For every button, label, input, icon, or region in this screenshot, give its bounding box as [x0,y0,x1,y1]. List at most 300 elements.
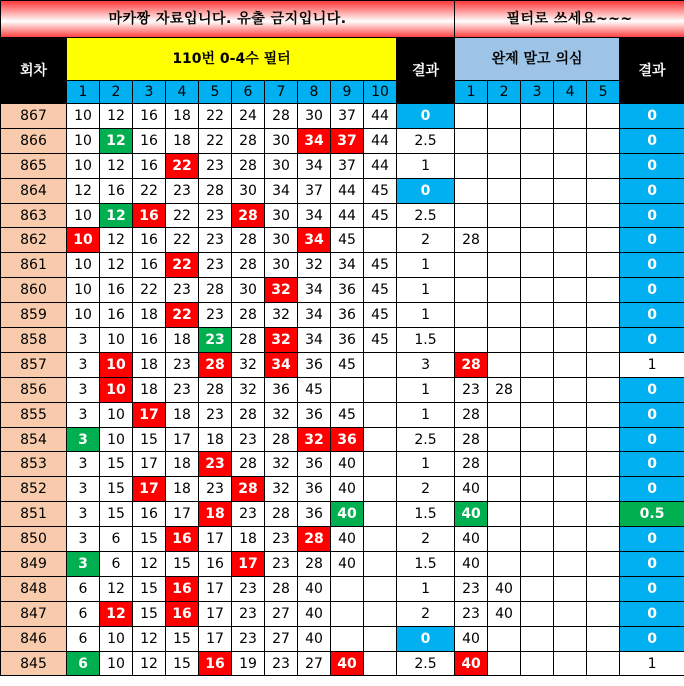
filter-number-cell: 23 [166,278,199,303]
filter-number-cell: 22 [199,128,232,153]
filter-number-cell: 17 [199,601,232,626]
filter-number-cell: 16 [133,104,166,129]
filter-number-cell: 32 [232,377,265,402]
suspect-number-cell [521,601,554,626]
filter-number-cell: 3 [67,352,100,377]
result-cell: 0 [397,178,455,203]
filter-number-cell [364,552,397,577]
filter-number-cell: 16 [199,552,232,577]
filter-number-cell [364,651,397,676]
suspect-number-cell [488,626,521,651]
result2-cell: 0 [620,303,684,328]
suspect-number-cell [587,477,620,502]
suspect-number-cell: 40 [455,651,488,676]
round-cell: 852 [1,477,67,502]
round-cell: 863 [1,203,67,228]
suspect-number-cell [455,253,488,278]
suspect-number-cell [554,178,587,203]
filter-number-cell [364,576,397,601]
suspect-number-cell [488,552,521,577]
filter-number-cell: 18 [166,128,199,153]
suspect-number-cell [488,228,521,253]
result2-cell: 0 [620,527,684,552]
filter-number-cell: 28 [232,303,265,328]
filter-number-cell: 28 [265,427,298,452]
suspect-number-cell [488,402,521,427]
suspect-number-cell [521,527,554,552]
filter-number-cell: 16 [166,601,199,626]
filter-number-cell: 10 [67,128,100,153]
filter-number-cell: 18 [133,377,166,402]
round-cell: 864 [1,178,67,203]
filter-number-cell: 23 [199,303,232,328]
suspect-number-cell [587,402,620,427]
table-row [1,477,684,502]
suspect-number-cell: 28 [455,402,488,427]
filter-number-cell: 12 [100,228,133,253]
filter-col-number: 2 [100,81,133,104]
filter-col-number: 7 [265,81,298,104]
suspect-number-cell [521,303,554,328]
title-row [1,1,684,38]
suspect-number-cell: 23 [455,576,488,601]
banner-right: 필터로 쓰세요~~~ [455,1,684,38]
filter-number-cell: 19 [232,651,265,676]
filter-number-cell: 12 [100,153,133,178]
filter-number-cell: 15 [100,477,133,502]
table-row [1,203,684,228]
suspect-number-cell [554,601,587,626]
suspect-col-number: 1 [455,81,488,104]
filter-number-cell: 32 [232,352,265,377]
suspect-number-cell [521,178,554,203]
filter-number-cell: 30 [265,203,298,228]
table-row [1,178,684,203]
suspect-number-cell [587,153,620,178]
filter-number-cell: 10 [67,278,100,303]
result-cell: 1 [397,253,455,278]
filter-number-cell: 37 [331,104,364,129]
filter-number-cell: 18 [166,402,199,427]
result-cell: 1.5 [397,502,455,527]
filter-number-cell: 32 [265,328,298,353]
filter-number-cell: 18 [199,427,232,452]
filter-number-cell: 40 [331,477,364,502]
filter-number-cell [364,228,397,253]
filter-number-cell: 32 [265,452,298,477]
table-row [1,452,684,477]
result2-cell: 0 [620,452,684,477]
filter-number-cell: 45 [364,253,397,278]
filter-number-cell: 45 [331,402,364,427]
result2-cell: 1 [620,352,684,377]
filter-number-cell: 3 [67,402,100,427]
filter-number-cell: 22 [166,253,199,278]
filter-number-cell: 23 [232,576,265,601]
filter-number-cell: 44 [364,104,397,129]
filter-col-number: 8 [298,81,331,104]
filter-number-cell: 23 [199,253,232,278]
filter-number-cell: 36 [331,427,364,452]
filter-number-cell: 23 [265,651,298,676]
filter-number-cell: 16 [133,203,166,228]
result-cell: 1 [397,377,455,402]
filter-number-cell: 17 [199,527,232,552]
filter-number-cell: 40 [298,626,331,651]
filter-number-cell: 40 [298,601,331,626]
result2-cell: 0 [620,377,684,402]
filter-number-cell: 37 [298,178,331,203]
result2-cell: 0 [620,576,684,601]
suspect-number-cell [587,601,620,626]
suspect-number-cell [554,377,587,402]
suspect-number-cell [554,128,587,153]
suspect-number-cell: 23 [455,601,488,626]
filter-number-cell: 22 [133,278,166,303]
filter-number-cell: 23 [166,377,199,402]
round-cell: 856 [1,377,67,402]
suspect-number-cell [554,527,587,552]
filter-number-cell: 3 [67,527,100,552]
filter-number-cell: 36 [298,402,331,427]
result2-cell: 0 [620,278,684,303]
suspect-number-cell [587,527,620,552]
suspect-number-cell: 40 [488,601,521,626]
filter-number-cell: 23 [199,328,232,353]
suspect-number-cell [455,104,488,129]
result2-cell: 0 [620,104,684,129]
filter-number-cell: 17 [133,402,166,427]
filter-number-cell: 23 [199,402,232,427]
filter-number-cell: 16 [133,328,166,353]
filter-number-cell: 10 [100,427,133,452]
suspect-number-cell [488,651,521,676]
suspect-number-cell [587,552,620,577]
filter-number-cell: 34 [298,303,331,328]
filter-number-cell: 45 [298,377,331,402]
suspect-number-cell [554,352,587,377]
filter-number-cell: 18 [166,104,199,129]
suspect-number-cell [488,527,521,552]
filter-number-cell: 28 [298,552,331,577]
filter-number-cell: 23 [199,153,232,178]
filter-number-cell [364,601,397,626]
suspect-number-cell [587,228,620,253]
result2-cell: 0.5 [620,502,684,527]
round-cell: 848 [1,576,67,601]
round-cell: 866 [1,128,67,153]
suspect-number-cell [587,452,620,477]
filter-number-cell: 3 [67,552,100,577]
suspect-number-cell [488,128,521,153]
filter-number-cell: 34 [298,328,331,353]
filter-number-cell [364,352,397,377]
suspect-number-cell [587,303,620,328]
suspect-number-cell: 28 [455,452,488,477]
filter-number-cell: 17 [232,552,265,577]
suspect-number-cell [521,278,554,303]
suspect-number-cell [521,352,554,377]
result-cell: 0 [397,104,455,129]
result-cell: 2.5 [397,128,455,153]
filter-number-cell: 28 [232,153,265,178]
table-row [1,253,684,278]
filter-number-cell: 22 [199,104,232,129]
filter-number-cell: 23 [199,203,232,228]
filter-col-number: 1 [67,81,100,104]
filter-number-cell: 16 [199,651,232,676]
filter-number-cell: 34 [298,228,331,253]
suspect-number-cell [554,253,587,278]
filter-number-cell: 30 [265,128,298,153]
suspect-number-cell [587,328,620,353]
filter-number-cell: 28 [199,377,232,402]
suspect-number-cell [554,328,587,353]
filter-number-cell: 12 [100,601,133,626]
filter-number-cell: 12 [100,576,133,601]
suspect-col-number: 2 [488,81,521,104]
filter-number-cell: 15 [166,651,199,676]
filter-number-cell: 34 [298,153,331,178]
filter-number-cell: 36 [298,452,331,477]
table-row [1,278,684,303]
suspect-number-cell [488,303,521,328]
filter-number-cell: 30 [265,228,298,253]
round-cell: 860 [1,278,67,303]
result-cell: 1 [397,153,455,178]
result-cell: 2 [397,477,455,502]
suspect-number-cell [455,278,488,303]
filter-col-number: 4 [166,81,199,104]
filter-number-cell: 23 [199,477,232,502]
filter-number-cell: 12 [67,178,100,203]
filter-number-cell: 12 [100,253,133,278]
result-cell: 2 [397,228,455,253]
suspect-number-cell [455,203,488,228]
filter-number-cell: 28 [199,178,232,203]
table-row [1,328,684,353]
filter-number-cell: 10 [67,104,100,129]
round-cell: 847 [1,601,67,626]
filter-number-cell: 30 [232,178,265,203]
filter-number-cell: 22 [133,178,166,203]
suspect-number-cell [554,303,587,328]
suspect-number-cell [521,128,554,153]
filter-number-cell: 36 [298,502,331,527]
round-cell: 861 [1,253,67,278]
result-cell: 2 [397,527,455,552]
filter-number-cell: 28 [199,278,232,303]
filter-number-cell: 18 [133,303,166,328]
filter-number-cell: 17 [166,427,199,452]
filter-number-cell [331,626,364,651]
suspect-number-cell: 40 [455,502,488,527]
filter-number-cell: 28 [232,452,265,477]
filter-number-cell: 45 [364,178,397,203]
filter-number-cell: 34 [265,178,298,203]
filter-number-cell: 6 [100,552,133,577]
filter-number-cell: 18 [199,502,232,527]
filter-number-cell: 15 [133,427,166,452]
filter-col-number: 5 [199,81,232,104]
table-row [1,576,684,601]
result2-cell: 0 [620,402,684,427]
filter-number-cell: 28 [265,576,298,601]
result-cell: 1 [397,576,455,601]
filter-number-cell: 10 [100,377,133,402]
filter-number-cell: 15 [100,452,133,477]
filter-number-cell: 36 [265,377,298,402]
suspect-number-cell [521,626,554,651]
filter-number-cell: 10 [67,303,100,328]
suspect-number-cell: 28 [455,228,488,253]
filter-number-cell: 23 [265,527,298,552]
suspect-number-cell: 28 [488,377,521,402]
suspect-number-cell [587,104,620,129]
result-cell: 1.5 [397,552,455,577]
suspect-number-cell [587,128,620,153]
result2-cell: 0 [620,626,684,651]
filter-number-cell: 28 [232,228,265,253]
filter-number-cell: 16 [166,527,199,552]
result-cell: 2.5 [397,203,455,228]
suspect-number-cell [521,203,554,228]
filter-col-number: 10 [364,81,397,104]
filter-number-cell: 40 [298,576,331,601]
suspect-number-cell [521,104,554,129]
filter-number-cell: 23 [232,601,265,626]
filter-number-cell: 36 [331,328,364,353]
filter-number-cell: 6 [67,601,100,626]
suspect-number-cell [521,552,554,577]
round-cell: 859 [1,303,67,328]
filter-number-cell: 16 [133,228,166,253]
filter-number-cell: 32 [265,278,298,303]
suspect-number-cell [554,104,587,129]
suspect-number-cell [488,452,521,477]
filter-number-cell [331,576,364,601]
result2-header: 결과 [620,38,684,104]
filter-number-cell: 16 [100,303,133,328]
filter-number-cell: 15 [133,527,166,552]
filter-number-cell [331,601,364,626]
filter-number-cell: 28 [232,128,265,153]
filter-number-cell: 36 [331,303,364,328]
suspect-number-cell [554,477,587,502]
suspect-number-cell [488,352,521,377]
filter-number-cell: 45 [364,203,397,228]
filter-number-cell: 3 [67,452,100,477]
filter-number-cell: 27 [265,601,298,626]
result2-cell: 0 [620,228,684,253]
suspect-number-cell [488,502,521,527]
suspect-number-cell [554,576,587,601]
suspect-number-cell [587,278,620,303]
round-cell: 851 [1,502,67,527]
filter-number-cell: 23 [199,452,232,477]
suspect-number-cell: 28 [455,352,488,377]
filter-number-cell: 30 [265,153,298,178]
suspect-number-cell [587,427,620,452]
result-cell: 3 [397,352,455,377]
suspect-number-cell [488,253,521,278]
filter-number-cell: 28 [265,502,298,527]
table-row [1,502,684,527]
filter-number-cell: 36 [331,278,364,303]
filter-number-cell: 6 [67,626,100,651]
filter-number-cell: 36 [298,477,331,502]
round-cell: 853 [1,452,67,477]
filter-number-cell: 10 [100,402,133,427]
filter-number-cell: 18 [166,452,199,477]
filter-number-cell: 34 [331,253,364,278]
suspect-number-cell [521,651,554,676]
suspect-number-cell [587,377,620,402]
suspect-number-cell [521,477,554,502]
suspect-number-cell: 40 [488,576,521,601]
filter-number-cell: 27 [298,651,331,676]
suspect-number-cell [554,153,587,178]
filter-number-cell: 17 [199,626,232,651]
filter-number-cell: 30 [265,253,298,278]
table-row [1,552,684,577]
table-row [1,601,684,626]
filter-number-cell: 10 [67,228,100,253]
round-cell: 850 [1,527,67,552]
filter-number-cell: 18 [133,352,166,377]
filter-number-cell: 22 [166,303,199,328]
filter-number-cell: 28 [265,104,298,129]
filter-title: 110번 0-4수 필터 [67,38,397,81]
filter-number-cell: 15 [133,601,166,626]
suspect-number-cell [521,377,554,402]
result2-cell: 0 [620,203,684,228]
filter-number-cell: 44 [364,128,397,153]
table-row [1,128,684,153]
filter-col-number: 3 [133,81,166,104]
suspect-number-cell [521,228,554,253]
filter-number-cell: 10 [67,153,100,178]
table-row [1,228,684,253]
table-row [1,402,684,427]
filter-number-cell: 12 [133,626,166,651]
filter-number-cell: 28 [232,402,265,427]
suspect-number-cell [554,203,587,228]
suspect-number-cell [488,427,521,452]
filter-number-cell: 37 [331,128,364,153]
round-cell: 849 [1,552,67,577]
filter-number-cell: 45 [364,328,397,353]
filter-number-cell: 22 [166,153,199,178]
suspect-number-cell [488,104,521,129]
suspect-number-cell: 40 [455,552,488,577]
filter-number-cell: 40 [331,651,364,676]
suspect-number-cell [554,402,587,427]
suspect-title: 완제 말고 의심 [455,38,620,81]
filter-number-cell: 10 [100,352,133,377]
suspect-number-cell [554,278,587,303]
filter-number-cell: 23 [232,626,265,651]
round-cell: 865 [1,153,67,178]
filter-number-cell: 17 [166,502,199,527]
table-row [1,352,684,377]
filter-number-cell [364,427,397,452]
suspect-number-cell [488,153,521,178]
filter-number-cell: 16 [133,253,166,278]
suspect-number-cell [521,427,554,452]
suspect-number-cell [554,651,587,676]
result2-cell: 0 [620,427,684,452]
